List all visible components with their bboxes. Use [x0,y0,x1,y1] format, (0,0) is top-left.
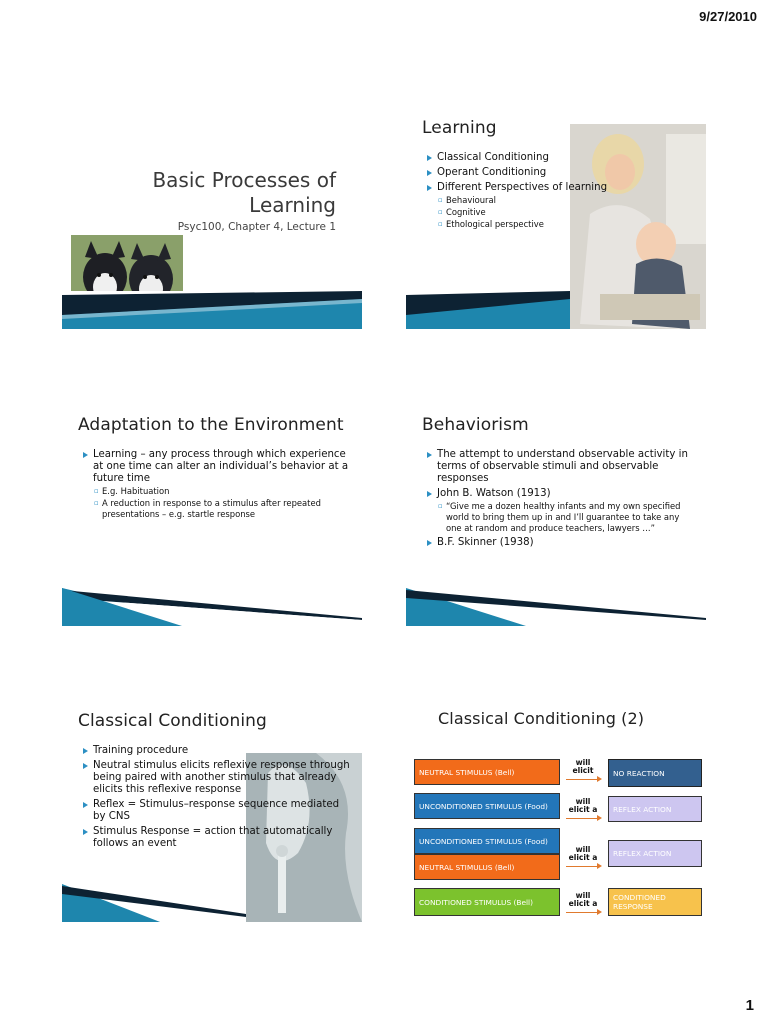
list-item: B.F. Skinner (1938) [426,537,696,549]
list-item: Neutral stimulus elicits reflexive response through being paired with another stimulus that already elicits this reflexive response [82,760,352,796]
slide-swoosh [62,884,246,922]
conditioned-response-box: CONDITIONED RESPONSE [608,888,702,916]
list-item: Reflex = Stimulus–response sequence mediated by CNS [82,799,352,823]
elicit-label: will elicit a [568,797,598,814]
elicit-label: will elicit [572,758,594,775]
list-item-text: Learning – any process through which experience at one time can alter an individual’s behavior at a future time [93,449,349,484]
behaviorism-bullets [426,449,696,552]
arrow-icon [566,866,600,867]
page-date: 9/27/2010 [699,9,757,24]
reflex-action-box: REFLEX ACTION [608,796,702,822]
sub-list-item: ▫ A reduction in response to a stimulus after repeated presentations – e.g. startle response [93,498,352,520]
sub-list-item: ▫ Cognitive [437,207,686,218]
page-number: 1 [745,997,754,1014]
sub-list-item: ▫ E.g. Habituation [93,486,352,497]
slide-subtitle: Psyc100, Chapter 4, Lecture 1 [177,221,336,233]
slide-swoosh [406,588,706,626]
list-item [426,488,696,534]
slide-heading: Adaptation to the Environment [78,415,344,435]
list-item [82,449,352,520]
slide-swoosh [406,291,570,329]
arrow-icon [566,818,600,819]
slide-heading: Learning [422,118,497,138]
slide-learning [406,104,706,329]
list-item: The attempt to understand observable activity in terms of observable stimuli and observable responses [426,449,696,485]
unconditioned-stimulus-box: UNCONDITIONED STIMULUS (Food) [414,793,560,819]
list-item: Classical Conditioning [426,152,686,164]
slide-classical-conditioning [62,697,362,922]
slide-heading: Classical Conditioning (2) [438,709,645,728]
elicit-label: will elicit a [568,845,598,862]
list-item-text: John B. Watson (1913) [437,488,551,499]
arrow-icon [566,779,600,780]
slide-heading: Classical Conditioning [78,711,267,731]
slide-behaviorism [406,401,706,626]
slide-title [62,104,362,329]
slide-classical-conditioning-2 [406,697,706,922]
list-item: Training procedure [82,745,352,757]
list-item-text: Different Perspectives of learning [437,182,608,193]
no-reaction-box: NO REACTION [608,759,702,787]
slide-adaptation [62,401,362,626]
slide-swoosh [62,291,362,329]
list-item: Operant Conditioning [426,167,686,179]
sub-list-item: ▫ Behavioural [437,195,686,206]
slide-swoosh [62,588,362,626]
elicit-label: will elicit a [568,891,598,908]
slide-heading: Behaviorism [422,415,529,435]
sub-list-item: ▫ Ethological perspective [437,219,686,230]
arrow-icon [566,912,600,913]
unconditioned-stimulus-box: UNCONDITIONED STIMULUS (Food) [414,828,560,854]
reflex-action-box: REFLEX ACTION [608,840,702,867]
neutral-stimulus-box: NEUTRAL STIMULUS (Bell) [414,759,560,785]
classical-bullets [82,745,352,853]
neutral-stimulus-box: NEUTRAL STIMULUS (Bell) [414,854,560,880]
slide-title-text: Basic Processes of Learning [152,168,336,217]
list-item: Stimulus Response = action that automatically follows an event [82,826,352,850]
list-item [426,182,686,230]
adaptation-bullets [82,449,352,523]
learning-bullets [426,152,686,233]
conditioned-stimulus-box: CONDITIONED STIMULUS (Bell) [414,888,560,916]
quote-item: ▫ “Give me a dozen healthy infants and my own specified world to bring them up in and I’ll guarantee to take any one at random and produce teachers, lawyers …” [437,501,696,534]
